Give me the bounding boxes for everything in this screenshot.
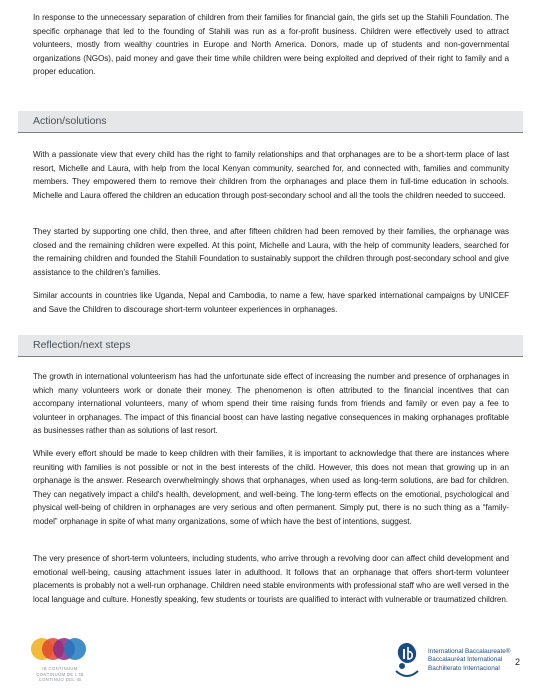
action-paragraph-2: They started by supporting one child, then three, and after fifteen children had been removed by their families, the orphanage was closed and the remaining children were expelled. At this point, Michelle and Laura, with the help of community leaders, searched for the remaining children and founded the Stahili Foundation to sustainably support the children through post-secondary school and give assistance to the children’s families. (33, 227, 509, 277)
ib-name-fr: Baccalauréat International (428, 656, 503, 664)
section-heading-reflection: Reflection/next steps (33, 339, 131, 351)
intro-paragraph: In response to the unnecessary separation of children from their families for financial gain, the girls set up the Stahili Foundation. The specific orphanage that led to the founding of Stahili was run as a for-profit business. Children were effectively used to attract volunteers, mostly from wealthy countries in Europe and North America. Donors, made up of students and non-governmental organizations (NGOs), paid money and gave their time while children were being exploited and deprived of their right to family and a proper education. (33, 13, 509, 77)
reflection-paragraph-1: The growth in international volunteerism has had the unfortunate side effect of increasing the number and presence of orphanages in which many volunteers work or donate their money. The phenomenon is often attributed to the financial incentives that can accompany international volunteers, many of whom spend their time raising funds from friends and family or even pay a fee to volunteer in orphanages. The impact of this financial boost can have lasting negative consequences in making orphanages profitable as businesses rather than as solutions of last resort. (33, 372, 509, 436)
continuum-label-fr: CONTINUUM DE L’IB (36, 671, 84, 677)
action-paragraph-1: With a passionate view that every child has the right to family relationships and that orphanages are to be a short-term place of last resort, Michelle and Laura, with help from the local Kenyan community, searched for, and connected with, families and community members. They empowered them to remove their children from the orphanages and place them in full-time education in schools. Michelle and Laura offered the children an education through post-secondary school and all the tools the children needed to succeed. (33, 150, 509, 200)
reflection-paragraph-2: While every effort should be made to keep children with their families, it is important to acknowledge that there are instances where reuniting with families is not possible or not in the best interests of the child. However, this does not mean that growing up in an orphanage is the answer. Research overwhelmingly shows that orphanages, when used as long-term solutions, are bad for children. They can negatively impact a child’s health, development, and well-being. The long-term effects on the emotional, psychological and physical well-being of children in orphanages are very serious and often permanent. Simply put, there is no such thing as a “family-model” orphanage in spite of what many organizations, some of which have the best of intentions, suggest. (33, 449, 509, 526)
section-heading-action: Action/solutions (33, 115, 107, 127)
ib-name-es: Bachillerato Internacional (428, 664, 500, 672)
continuum-label-en: IB CONTINUUM (42, 666, 78, 671)
continuum-label-es: CONTINUO DEL IB (38, 677, 82, 682)
ib-logo-icon (391, 641, 423, 681)
ib-organization-names (428, 648, 511, 673)
reflection-paragraph-3: The very presence of short-term volunteers, including students, who arrive through a revolving door can affect child development and emotional well-being, causing attachment issues later in adulthood. It follows that an orphanage that offers short-term volunteer placements is probably not a well-run orphanage. Children need stable environments with professional staff who are well versed in the local language and culture. Honestly speaking, few students or tourists are qualified to interact with vulnerable or traumatized children. (33, 554, 509, 604)
page-number: 2 (515, 657, 521, 667)
ib-continuum-logo (25, 636, 95, 686)
continuum-circles-icon (29, 636, 89, 662)
action-paragraph-3: Similar accounts in countries like Uganda, Nepal and Cambodia, to name a few, have sparked international campaigns by UNICEF and Save the Children to discourage short-term volunteer experiences in orphanages. (33, 291, 509, 314)
ib-name-en: International Baccalaureate® (428, 648, 511, 655)
section-heading-band-reflection (18, 335, 523, 357)
section-heading-band-action (18, 111, 523, 133)
